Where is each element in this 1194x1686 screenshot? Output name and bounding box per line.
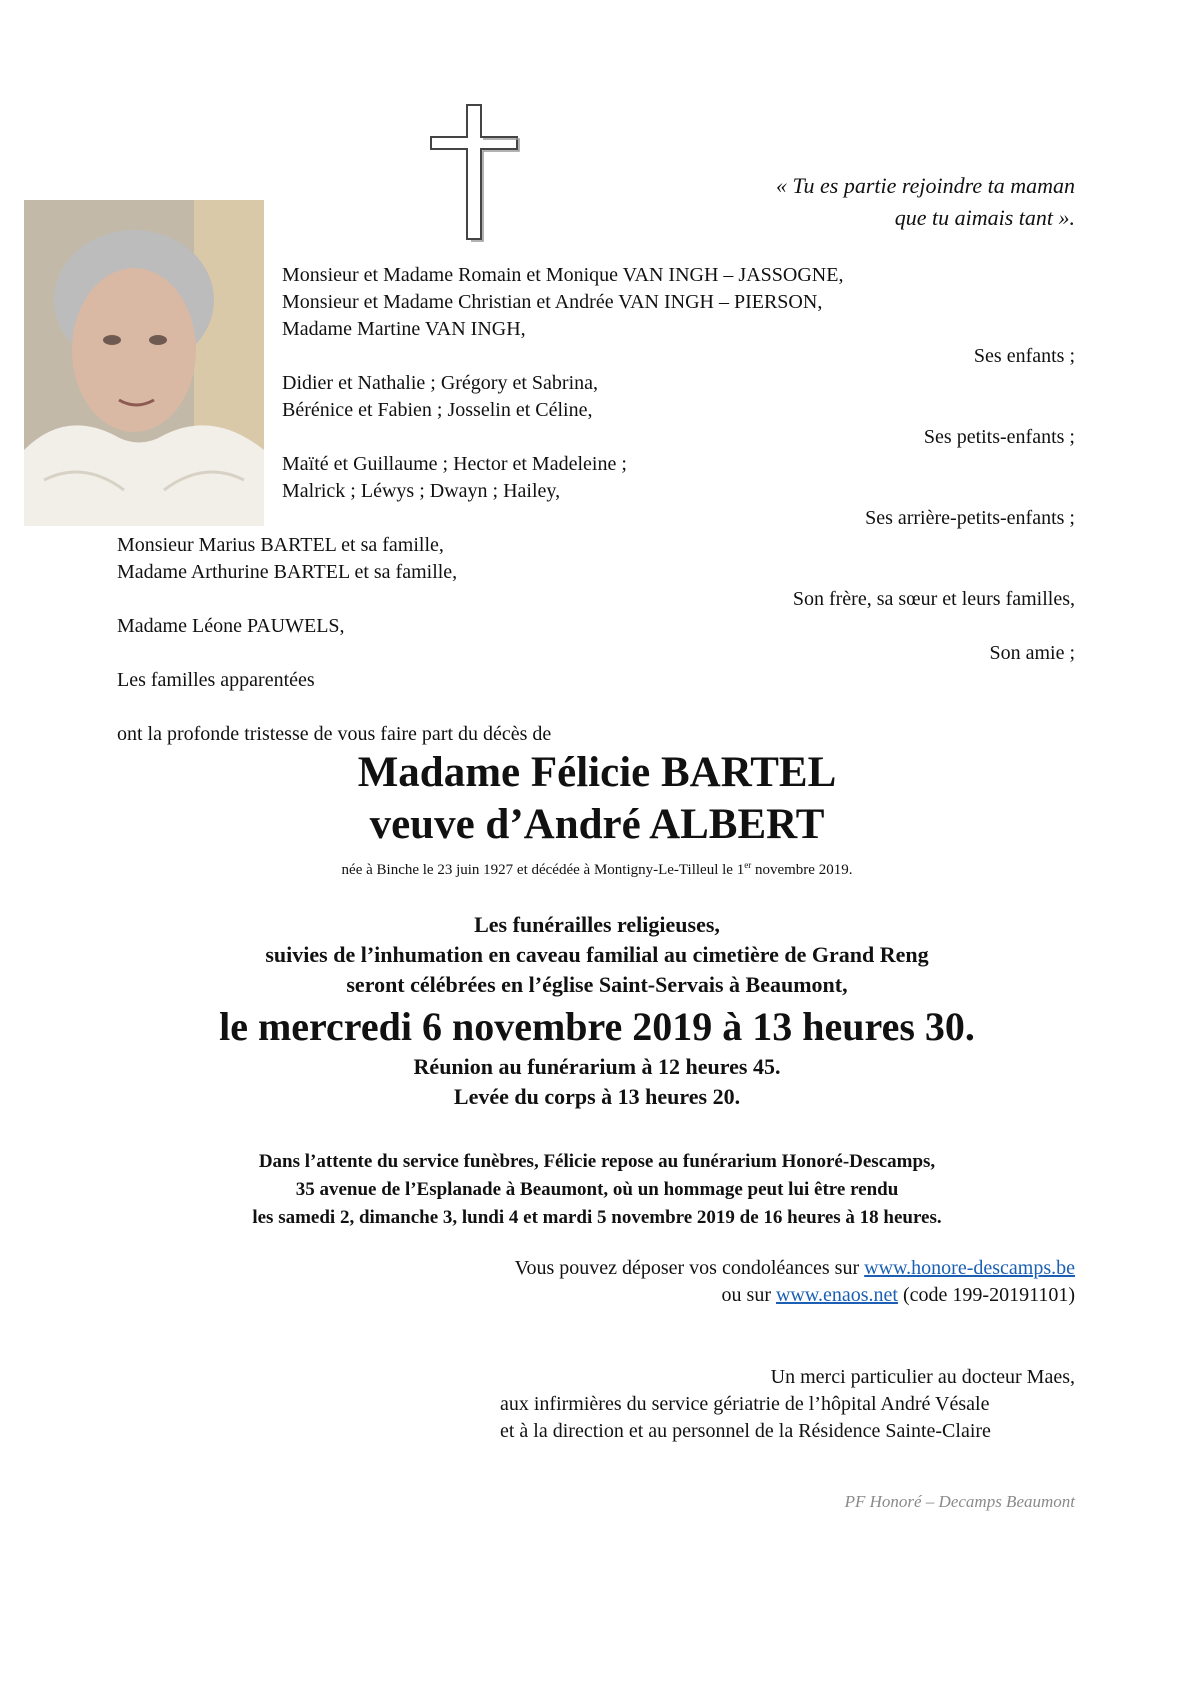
family-line: Monsieur et Madame Romain et Monique VAN INGH – JASSOGNE, [282, 264, 844, 286]
family-line: Maïté et Guillaume ; Hector et Madeleine ; [282, 453, 627, 475]
visitation-details [0, 1148, 1194, 1232]
children-list [282, 262, 843, 343]
condolences-code: (code 199-20191101) [898, 1284, 1075, 1306]
funeral-line: Les funérailles religieuses, [474, 912, 720, 937]
family-line: Madame Martine VAN INGH, [282, 318, 526, 340]
announcement-line: ont la profonde tristesse de vous faire part du décès de [117, 723, 552, 745]
dates-superscript: er [744, 860, 752, 870]
great-grandchildren-label: Ses arrière-petits-enfants ; [865, 507, 1075, 529]
relatives-line: Les familles apparentées [117, 669, 315, 691]
portrait-photo [24, 200, 264, 526]
funeral-departure: Levée du corps à 13 heures 20. [453, 1084, 741, 1109]
family-line: Didier et Nathalie ; Grégory et Sabrina, [282, 372, 598, 394]
friend-name: Madame Léone PAUWELS, [117, 615, 345, 637]
funeral-home-signature: PF Honoré – Decamps Beaumont [844, 1492, 1075, 1511]
thanks-line: Un merci particulier au docteur Maes, [770, 1366, 1075, 1388]
funeral-line: seront célébrées en l’église Saint-Servais à Beaumont, [346, 972, 848, 997]
condolences-line [515, 1282, 1075, 1309]
dates-text: née à Binche le 23 juin 1927 et décédée à Montigny-Le-Tilleul le 1 [341, 862, 745, 878]
condolences [515, 1255, 1075, 1309]
funeral-details [0, 910, 1194, 1000]
deceased-name: Madame Félicie BARTEL [357, 749, 837, 796]
epitaph-quote [776, 170, 1075, 234]
thanks [500, 1364, 1075, 1445]
thanks-line: aux infirmières du service gériatrie de l’hôpital André Vésale [500, 1393, 990, 1415]
family-line: Madame Arthurine BARTEL et sa famille, [117, 561, 458, 583]
dates-text: novembre 2019. [751, 862, 853, 878]
birth-death-dates [0, 855, 1194, 880]
enaos-link[interactable]: www.enaos.net [775, 1284, 898, 1306]
siblings-label: Son frère, sa sœur et leurs familles, [792, 588, 1075, 610]
children-label: Ses enfants ; [973, 345, 1075, 367]
funeral-line: suivies de l’inhumation en caveau familial au cimetière de Grand Reng [265, 942, 929, 967]
visitation-line: 35 avenue de l’Esplanade à Beaumont, où un hommage peut lui être rendu [295, 1179, 899, 1200]
family-line: Monsieur et Madame Christian et Andrée VAN INGH – PIERSON, [282, 291, 823, 313]
friend-label: Son amie ; [989, 642, 1075, 664]
quote-line: que tu aimais tant ». [894, 205, 1075, 230]
condolences-line [515, 1255, 1075, 1282]
family-line: Malrick ; Léwys ; Dwayn ; Hailey, [282, 480, 561, 502]
cross-icon [428, 104, 520, 247]
deceased-widow-of: veuve d’André ALBERT [369, 801, 825, 848]
siblings-list [117, 532, 457, 586]
honore-descamps-link[interactable]: www.honore-descamps.be [864, 1257, 1075, 1279]
thanks-line: et à la direction et au personnel de la Résidence Sainte-Claire [500, 1420, 991, 1442]
quote-line: « Tu es partie rejoindre ta maman [775, 173, 1075, 198]
condolences-text: ou sur [721, 1284, 776, 1306]
family-line: Bérénice et Fabien ; Josselin et Céline, [282, 399, 593, 421]
visitation-line: les samedi 2, dimanche 3, lundi 4 et mardi 5 novembre 2019 de 16 heures à 18 heures. [252, 1207, 942, 1228]
visitation-line: Dans l’attente du service funèbres, Félicie repose au funérarium Honoré-Descamps, [258, 1151, 936, 1172]
family-line: Monsieur Marius BARTEL et sa famille, [117, 534, 444, 556]
funeral-meeting: Réunion au funérarium à 12 heures 45. [413, 1054, 781, 1079]
grandchildren-list [282, 370, 598, 424]
condolences-text: Vous pouvez déposer vos condoléances sur [514, 1257, 865, 1279]
funeral-date: le mercredi 6 novembre 2019 à 13 heures 30. [219, 1004, 975, 1049]
grandchildren-label: Ses petits-enfants ; [923, 426, 1075, 448]
great-grandchildren-list [282, 451, 627, 505]
